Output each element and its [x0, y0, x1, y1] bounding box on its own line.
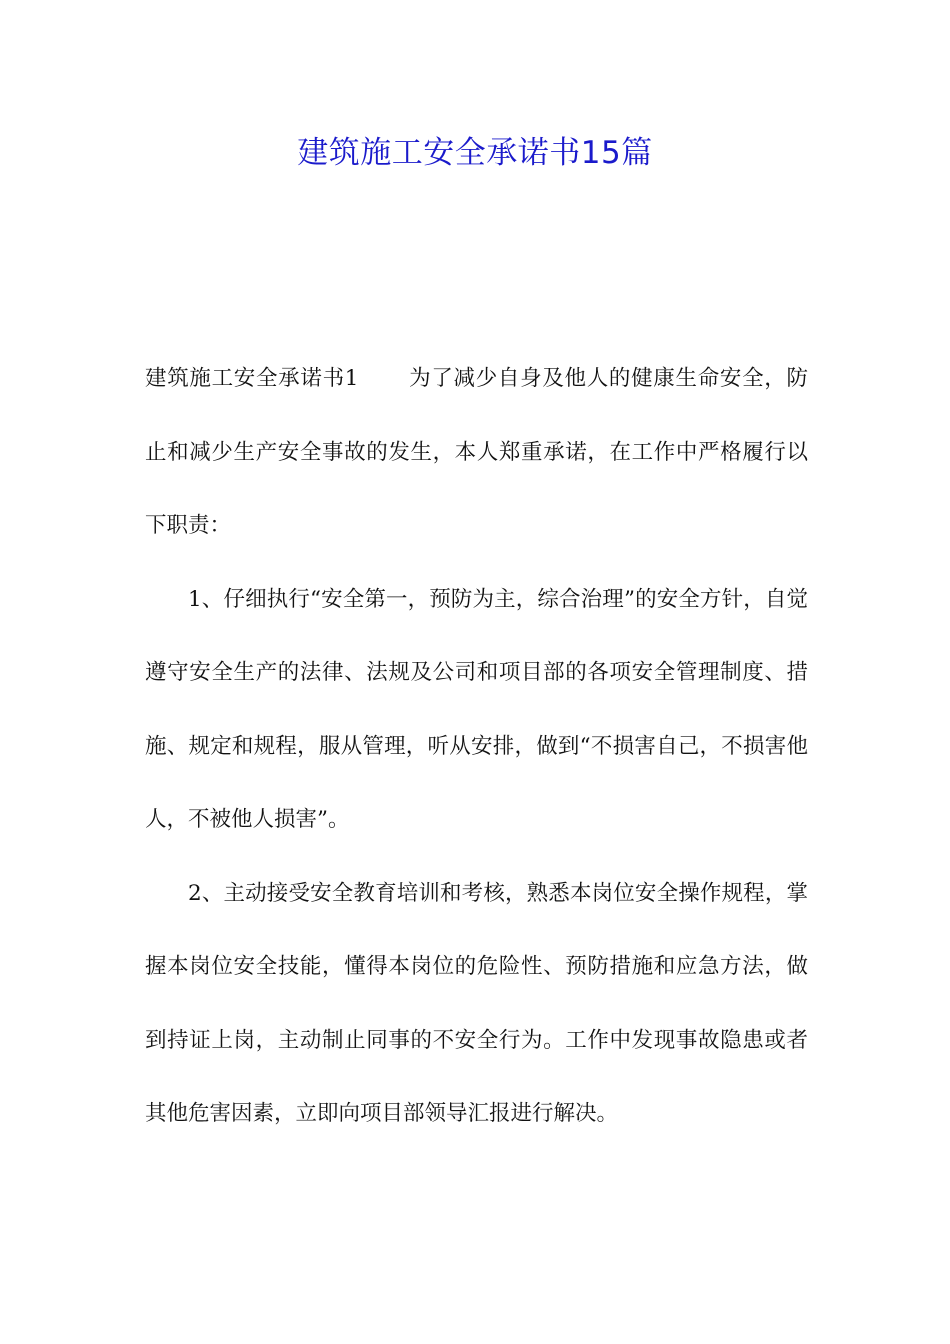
paragraph-text: 为了减少自身及他人的健康生命安全，防止和减少生产安全事故的发生，本人郑重承诺，在工作中严格履行以下职责：	[145, 366, 808, 538]
paragraph-intro	[145, 342, 808, 563]
section-heading: 建筑施工安全承诺书1	[145, 366, 359, 391]
document-body	[145, 342, 808, 1151]
document-title: 建筑施工安全承诺书15篇	[297, 135, 653, 171]
paragraph-item-1: 1、仔细执行“安全第一，预防为主，综合治理”的安全方针，自觉遵守安全生产的法律、法规及公司和项目部的各项安全管理制度、措施、规定和规程，服从管理，听从安排，做到“不损害自己，不损害他人，不被他人损害”。	[145, 586, 808, 832]
paragraph-item-2: 2、主动接受安全教育培训和考核，熟悉本岗位安全操作规程，掌握本岗位安全技能，懂得本岗位的危险性、预防措施和应急方法，做到持证上岗，主动制止同事的不安全行为。工作中发现事故隐患或者其他危害因素，立即向项目部领导汇报进行解决。	[145, 880, 808, 1126]
